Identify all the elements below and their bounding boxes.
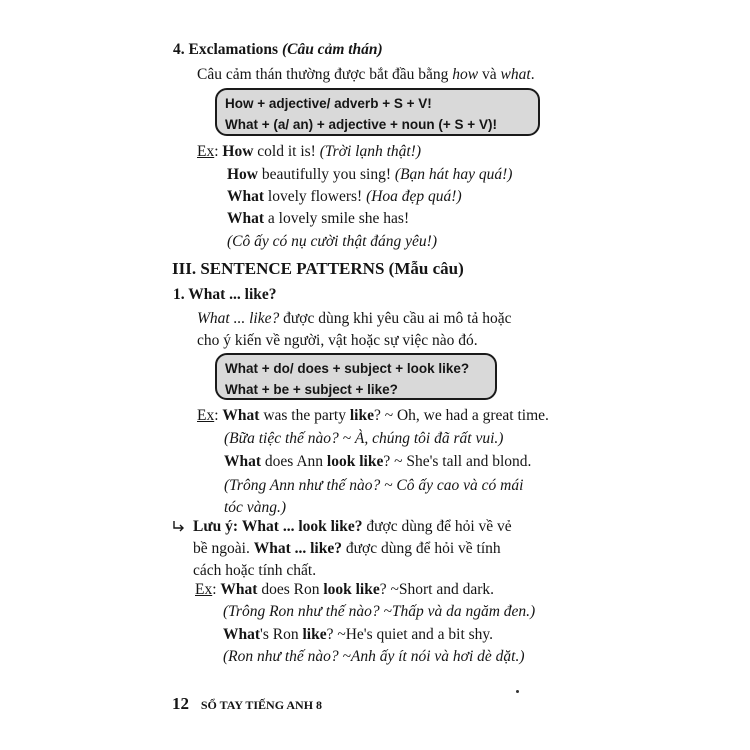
section-4-description [197,65,535,85]
desc-how: how [452,66,479,83]
section-title-vi: (Mẫu câu) [388,259,464,278]
formula-line: What + do/ does + subject + look like? [225,361,470,376]
example-keyword: look like [326,453,384,470]
section-iii-heading [172,259,464,279]
desc-what: what [500,66,531,83]
desc-text: . [530,66,535,83]
speck-dot [516,690,519,693]
example-text: does Ann [261,453,327,470]
example-keyword: like [349,407,374,424]
section-title: Exclamations [188,41,279,58]
example-text: ? ~ She's tall and blond. [383,453,532,470]
desc-text: Câu cảm thán thường được bắt đầu bằng [197,66,453,83]
subsection-1-description: cho ý kiến về người, vật hoặc sự việc nào đó. [197,332,478,349]
example-vi: (Hoa đẹp quá!) [366,188,462,205]
example-translation: (Ron như thế nào? ~Anh ấy ít nói và hơi dè dặt.) [223,648,525,665]
ex-label: Ex [197,143,215,160]
like-formula-box [215,353,497,400]
example-vi: (Trời lạnh thật!) [319,143,421,160]
note-keyword: What ... like? [253,540,342,557]
section-4-heading [173,40,383,60]
ex-label: Ex [195,581,213,598]
example-keyword: How [222,143,254,160]
example-row [223,625,493,645]
formula-line: What + be + subject + like? [225,382,398,397]
desc-text: được dùng khi yêu cầu ai mô tả hoặc [279,310,512,327]
example-translation: (Cô ấy có nụ cười thật đáng yêu!) [227,233,437,250]
note-arrow-icon [172,519,187,538]
example-translation: (Trông Ann như thế nào? ~ Cô ấy cao và có mái [224,477,524,494]
example-vi: (Bạn hát hay quá!) [394,166,513,183]
note-text: được dùng để hỏi về vẻ [362,518,512,535]
section-number: 4. [173,41,185,58]
subsection-1-description [197,309,511,329]
ex-label: Ex [197,407,215,424]
example-text: lovely flowers! [264,188,367,205]
page-number: 12 [172,694,189,713]
section-title: III. SENTENCE PATTERNS [172,259,385,278]
desc-text: và [478,66,501,83]
example-keyword: look like [323,581,380,598]
example-text: cold it is! [253,143,320,160]
example-text: 's Ron [260,626,303,643]
subsection-1-heading [173,285,277,305]
note-text: bề ngoài. [193,540,254,557]
example-translation: (Bữa tiệc thế nào? ~ À, chúng tôi đã rất vui.) [224,430,504,447]
note-line [193,539,501,559]
example-row: Ex: How cold it is! (Trời lạnh thật!) [197,143,421,160]
example-text: ? ~Short and dark. [379,581,495,598]
desc-italic: What ... like? [197,310,280,327]
example-text: beautifully you sing! [258,166,395,183]
formula-line: How + adjective/ adverb + S + V! [225,96,432,111]
example-keyword: What [220,581,258,598]
example-keyword: What [223,626,261,643]
example-translation: tóc vàng.) [224,499,286,516]
example-text: ? ~He's quiet and a bit shy. [326,626,494,643]
example-text: ? ~ Oh, we had a great time. [373,407,549,424]
example-keyword: How [227,166,258,183]
note-keyword: What ... look like? [241,518,363,535]
note-line [193,517,512,537]
example-keyword: What [227,210,265,227]
example-keyword: like [302,626,327,643]
exclamation-formula-box [215,88,540,136]
book-title: SỔ TAY TIẾNG ANH 8 [200,698,323,712]
note-label: Lưu ý: [193,518,239,535]
note-line: cách hoặc tính chất. [193,562,317,579]
subsection-number: 1. [173,286,185,303]
example-row: Ex: What was the party like? ~ Oh, we had a great time. [197,407,549,424]
example-row [227,187,462,207]
note-text: được dùng để hỏi về tính [341,540,501,557]
example-translation: (Trông Ron như thế nào? ~Thấp và da ngăm đen.) [223,603,536,620]
example-text: was the party [259,407,350,424]
example-keyword: What [224,453,262,470]
section-title-vi: (Câu cảm thán) [281,41,383,58]
example-row [224,452,531,472]
example-row: Ex: What does Ron look like? ~Short and dark. [195,581,495,598]
example-row [227,165,512,185]
example-text: does Ron [257,581,324,598]
example-text: a lovely smile she has! [264,210,410,227]
example-keyword: What [222,407,260,424]
page-footer [172,694,322,715]
example-keyword: What [227,188,265,205]
subsection-title: What ... like? [188,286,277,303]
example-row [227,209,409,229]
formula-line: What + (a/ an) + adjective + noun (+ S + V)! [225,117,497,132]
